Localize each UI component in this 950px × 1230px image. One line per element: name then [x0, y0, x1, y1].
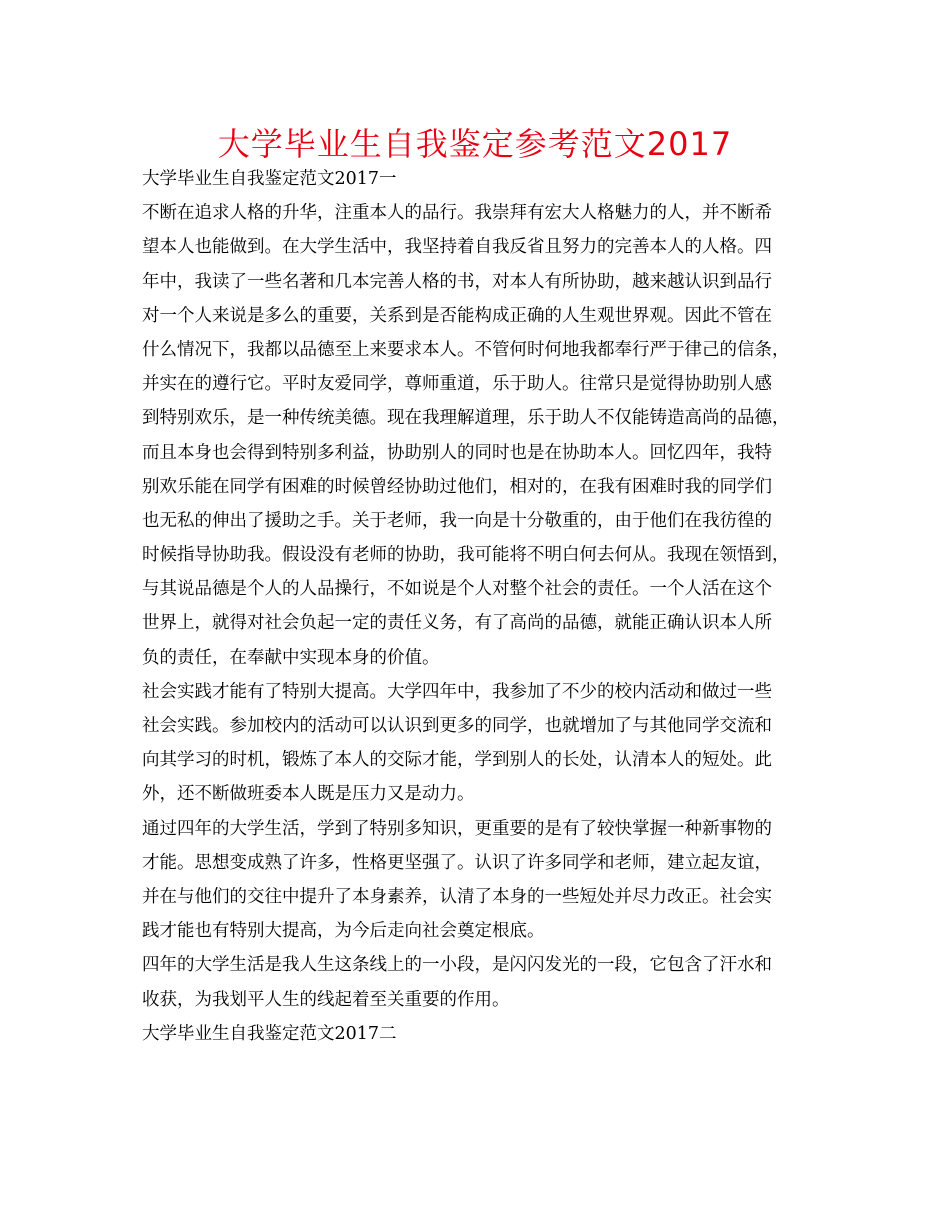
- body-line: 社会实践才能有了特别大提高。大学四年中，我参加了不少的校内活动和做过一些: [142, 681, 772, 702]
- body-line: 向其学习的时机，锻炼了本人的交际才能，学到别人的长处，认清本人的短处。此: [142, 750, 772, 771]
- body-line: 不断在追求人格的升华，注重本人的品行。我崇拜有宏大人格魅力的人，并不断希: [142, 203, 772, 224]
- body-line: 才能。思想变成熟了许多，性格更坚强了。认识了许多同学和老师，建立起友谊，: [142, 852, 772, 873]
- body-line: 负的责任，在奉献中实现本身的价值。: [142, 647, 440, 668]
- body-line: 对一个人来说是多么的重要，关系到是否能构成正确的人生观世界观。因此不管在: [142, 305, 772, 326]
- body-line: 到特别欢乐，是一种传统美德。现在我理解道理，乐于助人不仅能铸造高尚的品德，: [142, 408, 790, 429]
- body-line: 与其说品德是个人的人品操行，不如说是个人对整个社会的责任。一个人活在这个: [142, 579, 772, 600]
- body-line: 收获，为我划平人生的线起着至关重要的作用。: [142, 989, 510, 1010]
- body-line: 四年的大学生活是我人生这条线上的一小段，是闪闪发光的一段，它包含了汗水和: [142, 955, 772, 976]
- body-line: 也无私的伸出了援助之手。关于老师，我一向是十分敬重的，由于他们在我彷徨的: [142, 510, 772, 531]
- body-line: 外，还不断做班委本人既是压力又是动力。: [142, 784, 475, 805]
- body-line: 别欢乐能在同学有困难的时候曾经协助过他们，相对的，在我有困难时我的同学们: [142, 476, 772, 497]
- body-line: 世界上，就得对社会负起一定的责任义务，有了高尚的品德，就能正确认识本人所: [142, 613, 772, 634]
- body-line: 时候指导协助我。假设没有老师的协助，我可能将不明白何去何从。我现在领悟到，: [142, 545, 790, 566]
- section-heading: 大学毕业生自我鉴定范文2017一: [142, 169, 397, 189]
- body-line: 年中，我读了一些名著和几本完善人格的书，对本人有所协助，越来越认识到品行: [142, 271, 772, 292]
- body-line: 并在与他们的交往中提升了本身素养，认清了本身的一些短处并尽力改正。社会实: [142, 886, 772, 907]
- body-line: 通过四年的大学生活，学到了特别多知识，更重要的是有了较快掌握一种新事物的: [142, 818, 772, 839]
- body-line: 践才能也有特别大提高，为今后走向社会奠定根底。: [142, 921, 545, 942]
- document-title: 大学毕业生自我鉴定参考范文2017: [217, 125, 733, 163]
- body-line: 而且本身也会得到特别多利益，协助别人的同时也是在协助本人。回忆四年，我特: [142, 442, 772, 463]
- body-line: 什么情况下，我都以品德至上来要求本人。不管何时何地我都奉行严于律己的信条，: [142, 339, 790, 360]
- body-line: 社会实践。参加校内的活动可以认识到更多的同学，也就增加了与其他同学交流和: [142, 716, 772, 736]
- document-body: [142, 162, 814, 1051]
- body-line: 并实在的遵行它。平时友爱同学，尊师重道，乐于助人。往常只是觉得协助别人感: [142, 374, 772, 395]
- section-heading: 大学毕业生自我鉴定范文2017二: [142, 1023, 397, 1044]
- body-line: 望本人也能做到。在大学生活中，我坚持着自我反省且努力的完善本人的人格。四: [142, 237, 772, 258]
